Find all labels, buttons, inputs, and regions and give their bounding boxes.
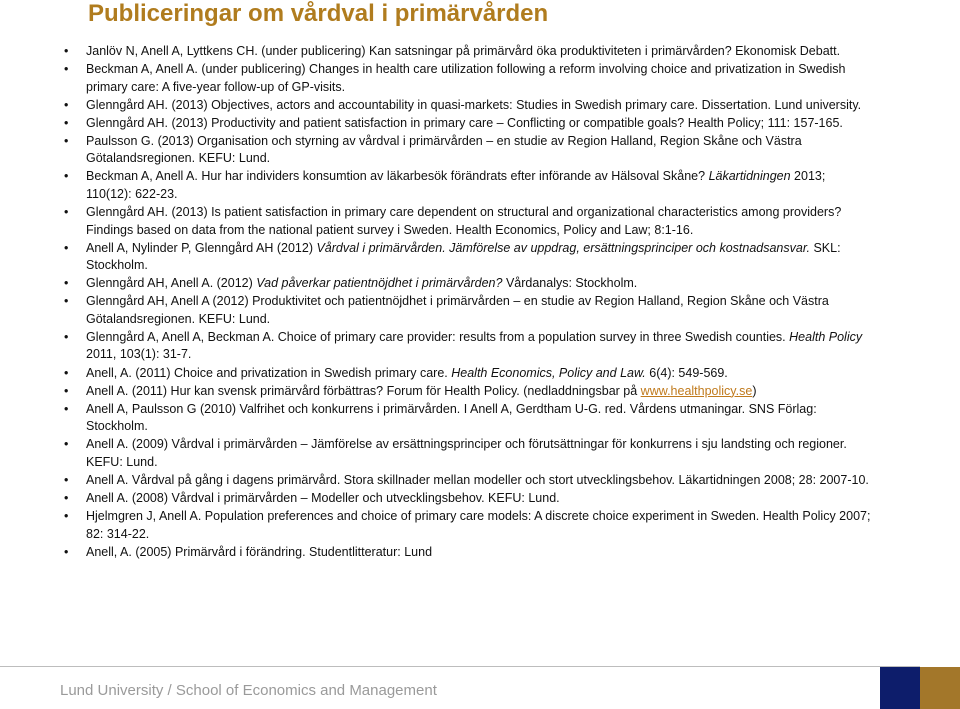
reference-item [64, 43, 874, 61]
reference-text: Anell A. Vårdval på gång i dagens primärvård. Stora skillnader mellan modeller och stort utvecklingsbehov. Läkartidningen 2008; 28: 2007-10. [86, 472, 869, 487]
reference-item [64, 472, 874, 490]
page-title: Publiceringar om vårdval i primärvården [88, 0, 549, 27]
reference-item [64, 401, 874, 436]
reference-text: Glenngård AH. (2013) Is patient satisfaction in primary care dependent on structural and organizational characteristics among providers? Findings based on data from the national patient survey i Sweden. Health Economics, Policy and Law; 8:1-16. [86, 205, 842, 237]
reference-text: Hjelmgren J, Anell A. Population preferences and choice of primary care models: A discrete choice experiment in Sweden. Health Policy 2007; 82: 314-22. [86, 509, 871, 541]
reference-text: 6(4): 549-569. [645, 365, 728, 380]
bullet-icon: • [64, 509, 69, 524]
reference-text: Beckman A, Anell A. Hur har individers konsumtion av läkarbesök förändrats efter införande av Hälsoval Skåne? [86, 169, 709, 184]
reference-italic-text: Vad påverkar patientnöjdhet i primärvården? [256, 276, 503, 291]
bullet-icon: • [64, 276, 69, 291]
reference-text: Anell A, Nylinder P, Glenngård AH (2012) [86, 240, 317, 255]
reference-item [64, 61, 874, 96]
reference-text: Glenngård AH, Anell A (2012) Produktivitet och patientnöjdhet i primärvården – en studie av Region Halland, Region Skåne och Västra Götalandsregionen. KEFU: Lund. [86, 294, 829, 326]
bullet-icon: • [64, 401, 69, 416]
bullet-icon: • [64, 329, 69, 344]
logo-block-blue [880, 667, 920, 709]
footer-divider [0, 666, 920, 667]
bullet-icon: • [64, 472, 69, 487]
reference-item [64, 240, 874, 275]
reference-item [64, 275, 874, 293]
reference-item [64, 204, 874, 239]
bullet-icon: • [64, 491, 69, 505]
reference-item [64, 293, 874, 328]
reference-text: SKL: Stockholm. [86, 240, 841, 273]
reference-text: Beckman A, Anell A. (under publicering) Changes in health care utilization following a reform involving choice and privatization in Swedish primary care: A five-year follow-up of GP-visits. [86, 62, 846, 94]
reference-item [64, 365, 874, 383]
reference-link[interactable]: www.healthpolicy.se [640, 383, 753, 398]
reference-item [64, 97, 874, 115]
reference-text: Vårdanalys: Stockholm. [502, 276, 638, 291]
reference-text: Anell A. (2011) Hur kan svensk primärvård förbättras? Forum för Health Policy. (nedladdningsbar på [86, 383, 641, 398]
reference-item [64, 436, 874, 471]
reference-item [64, 329, 874, 364]
reference-item [64, 168, 874, 203]
reference-item [64, 490, 874, 508]
bullet-icon: • [64, 115, 69, 130]
bullet-icon: • [64, 97, 69, 112]
reference-text: 2011, 103(1): 31-7. [86, 347, 192, 362]
reference-text: Anell A, Paulsson G (2010) Valfrihet och konkurrens i primärvården. I Anell A, Gerdtham U-G. red. Vårdens utmaningar. SNS Förlag: Stockholm. [86, 401, 817, 434]
bullet-icon: • [64, 133, 69, 148]
reference-text: Paulsson G. (2013) Organisation och styrning av vårdval i primärvården – en studie av Region Halland, Region Skåne och Västra Götalandsregionen. KEFU: Lund. [86, 133, 802, 166]
reference-text: Anell, A. (2011) Choice and privatization in Swedish primary care. [86, 365, 452, 380]
bullet-icon: • [64, 544, 69, 559]
reference-italic-text: Health Economics, Policy and Law. [451, 365, 646, 380]
reference-item [64, 544, 874, 562]
bullet-icon: • [64, 44, 69, 58]
reference-text: Anell, A. (2005) Primärvård i förändring. Studentlitteratur: Lund [86, 544, 433, 559]
reference-text: Glenngård A, Anell A, Beckman A. Choice of primary care provider: results from a population survey in three Swedish counties. [86, 329, 790, 344]
reference-item [64, 115, 874, 133]
bullet-icon: • [64, 294, 69, 309]
bullet-icon: • [64, 169, 69, 184]
bullet-icon: • [64, 383, 69, 398]
bullet-icon: • [64, 240, 69, 255]
footer-text: Lund University / School of Economics and Management [60, 682, 437, 699]
reference-italic-text: Health Policy [789, 329, 863, 344]
reference-text: Anell A. (2008) Vårdval i primärvården – Modeller och utvecklingsbehov. KEFU: Lund. [86, 491, 560, 505]
reference-text: ) [752, 383, 757, 398]
bullet-icon: • [64, 365, 69, 380]
reference-text: Glenngård AH. (2013) Productivity and patient satisfaction in primary care – Conflicting or compatible goals? Health Policy; 111: 157-165. [86, 115, 843, 130]
bullet-icon: • [64, 62, 69, 77]
reference-italic-text: Läkartidningen [708, 169, 791, 184]
reference-item [64, 133, 874, 168]
reference-text: 2013; 110(12): 622-23. [86, 169, 826, 201]
reference-list [64, 43, 874, 562]
reference-item [64, 383, 874, 401]
reference-text: Anell A. (2009) Vårdval i primärvården – Jämförelse av ersättningsprinciper och förutsättningar för konkurrens i sju landsting och regioner. KEFU: Lund. [86, 437, 847, 469]
reference-text: Glenngård AH. (2013) Objectives, actors and accountability in quasi-markets: Studies in Swedish primary care. Dissertation. Lund university. [86, 97, 862, 112]
bullet-icon: • [64, 437, 69, 452]
reference-item [64, 508, 874, 543]
logo-block-gold [920, 667, 960, 709]
reference-text: Janlöv N, Anell A, Lyttkens CH. (under publicering) Kan satsningar på primärvård öka produktiviteten i primärvården? Ekonomisk Debatt. [86, 44, 841, 58]
bullet-icon: • [64, 205, 69, 220]
reference-text: Glenngård AH, Anell A. (2012) [86, 276, 257, 291]
reference-italic-text: Vårdval i primärvården. Jämförelse av uppdrag, ersättningsprinciper och kostnadsansvar. [316, 240, 810, 255]
